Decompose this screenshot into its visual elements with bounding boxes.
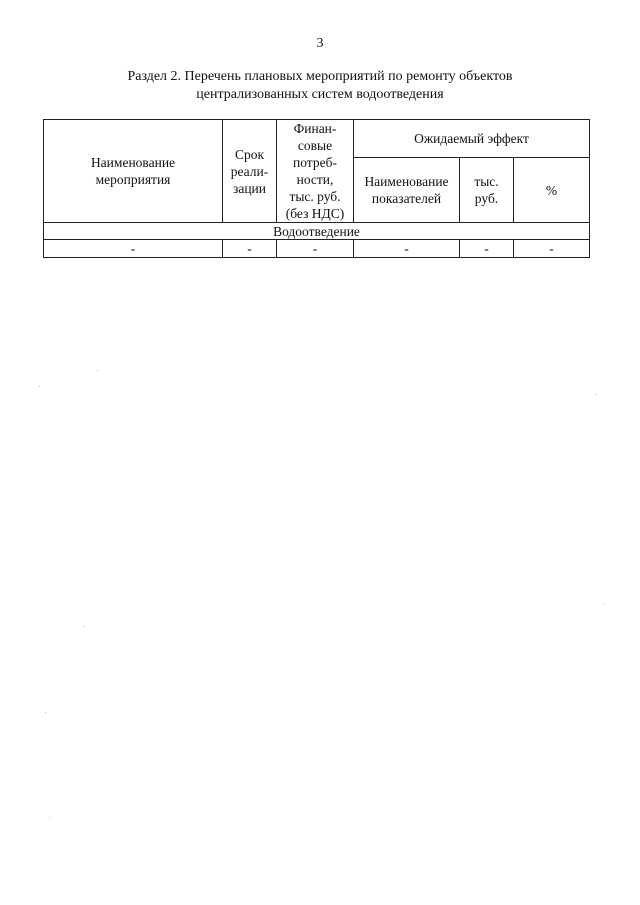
section-row-water-disposal: Водоотведение <box>44 223 590 240</box>
page-number: 3 <box>316 36 324 51</box>
section-title-line-1: Раздел 2. Перечень плановых мероприятий по ремонту объектов <box>127 69 513 84</box>
section-title <box>0 68 640 104</box>
cell-term: - <box>223 240 277 258</box>
header-indicator-name: Наименование показателей <box>354 158 460 223</box>
scan-speck <box>45 712 46 713</box>
scan-speck <box>49 817 50 818</box>
section-title-line-2: централизованных систем водоотведения <box>196 87 444 102</box>
header-financial-needs: Финан- совые потреб- ности, тыс. руб. (без НДС) <box>277 120 354 223</box>
cell-financial-needs: - <box>277 240 354 258</box>
header-measure-name: Наименование мероприятия <box>44 120 223 223</box>
header-expected-effect: Ожидаемый эффект <box>354 120 590 158</box>
header-thousand-rub: тыс. руб. <box>460 158 514 223</box>
cell-measure-name: - <box>44 240 223 258</box>
table-row <box>44 240 590 258</box>
measures-table <box>43 119 590 258</box>
scan-speck <box>596 394 597 395</box>
scan-speck <box>97 370 98 371</box>
cell-thousand-rub: - <box>460 240 514 258</box>
scan-speck <box>83 626 84 627</box>
header-percent: % <box>514 158 590 223</box>
scan-speck <box>604 604 605 605</box>
header-term: Срок реали- зации <box>223 120 277 223</box>
cell-indicator-name: - <box>354 240 460 258</box>
scan-speck <box>39 386 40 387</box>
cell-percent: - <box>514 240 590 258</box>
